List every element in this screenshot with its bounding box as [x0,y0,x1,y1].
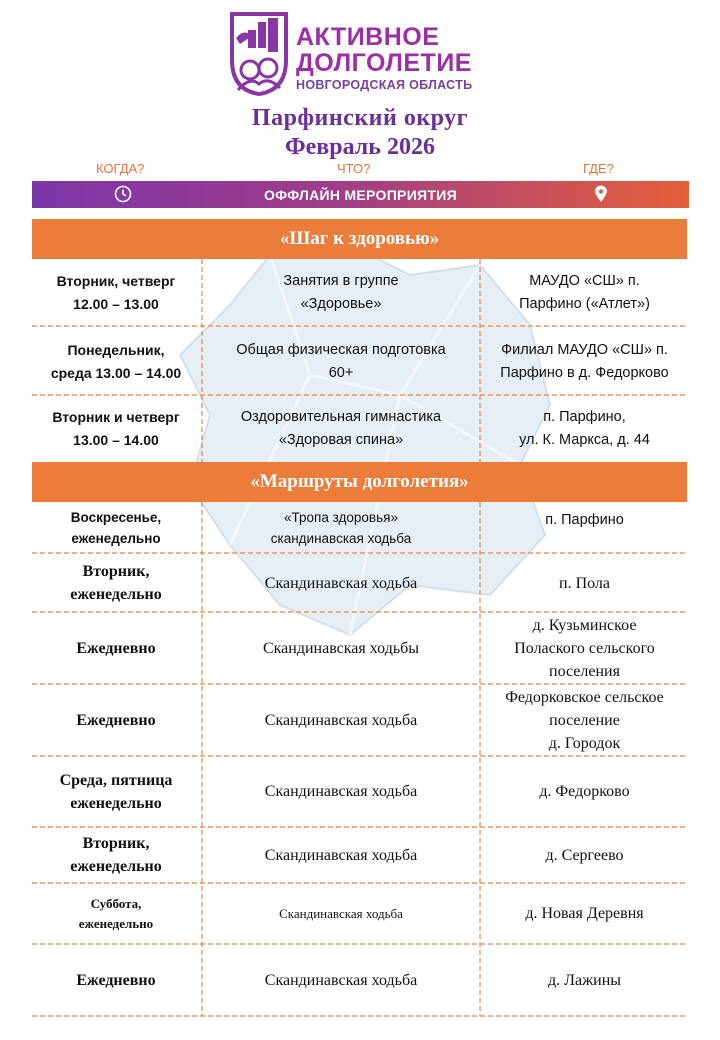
row3-what: Оздоровительная гимнастика «Здоровая спина» [240,409,442,448]
route2-what: Скандинавская ходьба [264,574,418,592]
route3-what: Скандинавская ходьбы [262,639,420,657]
route7-what: Скандинавская ходьба [279,906,403,921]
route1-what: «Тропа здоровья» скандинавская ходьба [270,510,412,546]
route5-where: д. Федорково [539,783,630,800]
route2-when: Вторник, еженедельно [70,563,162,603]
month-title: Февраль 2026 [285,134,435,160]
logo-line-1: АКТИВНОЕ [296,23,440,51]
row1-where: МАУДО «СШ» п. Парфино («Атлет») [519,273,650,312]
header-where: ГДЕ? [583,161,614,176]
route6-when: Вторник, еженедельно [70,835,162,875]
district-title: Парфинский округ [251,105,469,131]
route8-when: Ежедневно [76,971,156,989]
route6-what: Скандинавская ходьба [264,846,418,864]
route3-where: д. Кузьминское Полаского сельского поселения [514,616,655,680]
row2-when: Понедельник, среда 13.00 – 14.00 [50,342,182,381]
route4-what: Скандинавская ходьба [264,711,418,729]
route1-when: Воскресенье, еженедельно [70,510,162,546]
row3-where: п. Парфино, ул. К. Маркса, д. 44 [519,409,650,448]
route7-when: Суббота, еженедельно [78,895,154,931]
route8-what: Скандинавская ходьба [264,971,418,989]
route6-where: д. Сергеево [545,846,624,864]
row1-what: Занятия в группе «Здоровье» [283,273,399,312]
header-what: ЧТО? [337,161,371,176]
route3-when: Ежедневно [76,639,156,657]
logo-line-3: НОВГОРОДСКАЯ ОБЛАСТЬ [296,78,473,92]
section-title-longevity-routes: «Маршруты долголетия» [32,462,687,502]
row1-when: Вторник, четверг 12.00 – 13.00 [56,273,176,312]
route2-where: п. Пола [559,574,610,592]
logo-line-2: ДОЛГОЛЕТИЕ [296,49,472,77]
header-when: КОГДА? [96,161,145,176]
route4-when: Ежедневно [76,711,156,729]
row3-when: Вторник и четверг 13.00 – 14.00 [52,409,180,448]
route5-when: Среда, пятница еженедельно [59,771,173,812]
section-title-health-step: «Шаг к здоровью» [32,219,687,259]
route5-what: Скандинавская ходьба [264,783,418,800]
route8-where: д. Лажины [547,971,622,989]
route4-where: Федорковское сельское поселение д. Городок [505,688,664,752]
row2-what: Общая физическая подготовка 60+ [236,342,446,381]
route7-where: д. Новая Деревня [525,905,644,922]
row2-where: Филиал МАУДО «СШ» п. Парфино в д. Федорково [500,342,669,381]
route1-where: п. Парфино [545,511,624,528]
band-label: ОФФЛАЙН МЕРОПРИЯТИЯ [263,187,457,203]
